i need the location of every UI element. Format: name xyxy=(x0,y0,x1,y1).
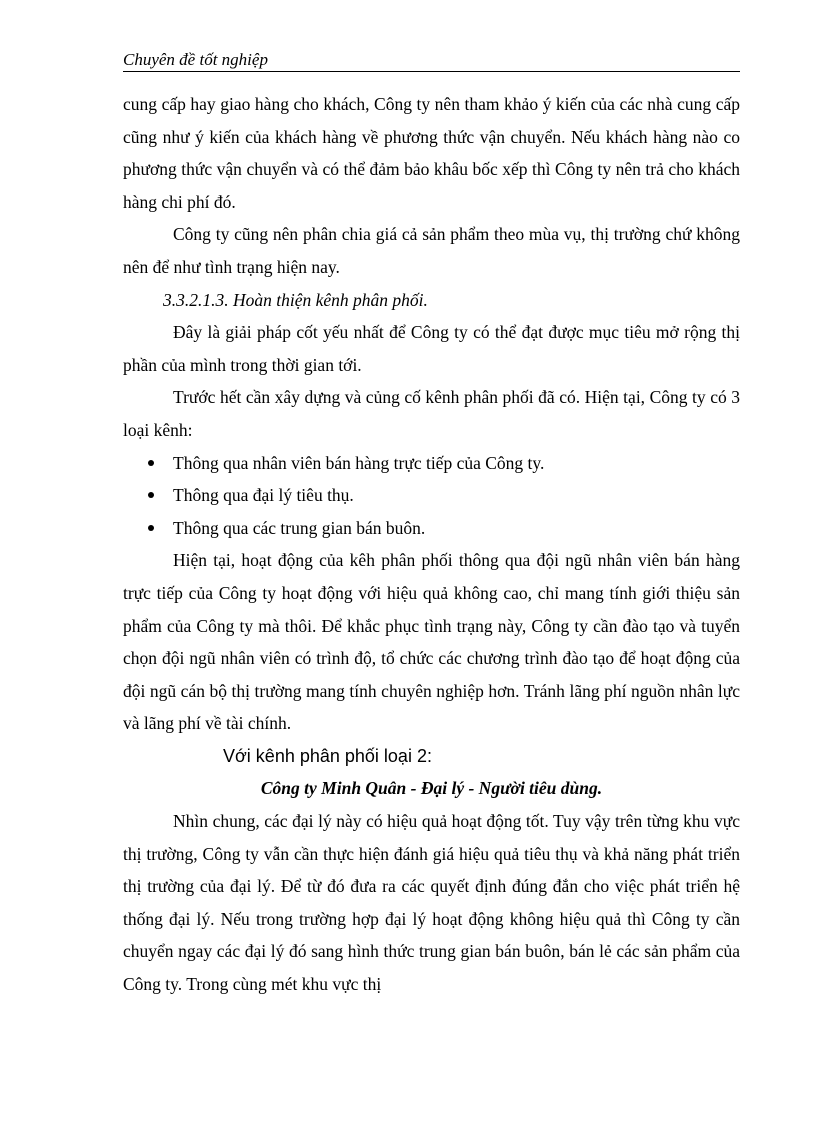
paragraph: cung cấp hay giao hàng cho khách, Công ty nên tham khảo ý kiến của các nhà cung cấp cũng như ý kiến của khách hàng về phương thức vận chuyển. Nếu khách hàng nào co phương thức vận chuyển và có thể đảm bảo khâu bốc xếp thì Công ty nên trả cho khách hàng chi phí đó. xyxy=(123,94,740,212)
paragraph: Công ty cũng nên phân chia giá cả sản phẩm theo mùa vụ, thị trường chứ không nên để như tình trạng hiện nay. xyxy=(123,224,740,277)
bullet-icon xyxy=(148,492,154,498)
list-item-text: Thông qua đại lý tiêu thụ. xyxy=(173,485,354,506)
section-heading: 3.3.2.1.3. Hoàn thiện kênh phân phối. xyxy=(163,289,428,310)
paragraph: Hiện tại, hoạt động của kêh phân phối thông qua đội ngũ nhân viên bán hàng trực tiếp của Công ty hoạt động với hiệu quả không cao, chỉ mang tính giới thiệu sản phẩm của Công ty mà thôi. Để khắc phục tình trạng này, Công ty cần đào tạo và tuyển chọn đội ngũ nhân viên có trình độ, tổ chức các chương trình đào tạo để hoạt động của đội ngũ cán bộ thị trường mang tính chuyên nghiệp hơn. Tránh lãng phí nguồn nhân lực và lãng phí về tài chính. xyxy=(123,550,740,734)
paragraph: Nhìn chung, các đại lý này có hiệu quả hoạt động tốt. Tuy vậy trên từng khu vực thị trường, Công ty vẫn cần thực hiện đánh giá hiệu quả tiêu thụ và khả năng phát triển thị trường của đại lý. Để từ đó đưa ra các quyết định đúng đắn cho việc phát triển hệ thống đại lý. Nếu trong trường hợp đại lý hoạt động không hiệu quả thì Công ty cần chuyển ngay các đại lý đó sang hình thức trung gian bán buôn, bán lẻ các sản phẩm của Công ty. Trong cùng mét khu vực thị xyxy=(123,811,740,995)
list-item-text: Thông qua nhân viên bán hàng trực tiếp của Công ty. xyxy=(173,452,545,473)
paragraph: Đây là giải pháp cốt yếu nhất để Công ty có thể đạt được mục tiêu mở rộng thị phần của mình trong thời gian tới. xyxy=(123,322,740,375)
bullet-list xyxy=(123,447,740,545)
bullet-icon xyxy=(148,460,154,466)
list-item xyxy=(123,512,740,545)
list-item xyxy=(123,447,740,480)
list-item xyxy=(123,479,740,512)
list-item-text: Thông qua các trung gian bán buôn. xyxy=(173,517,426,538)
channel-label: Với kênh phân phối loại 2: xyxy=(223,745,432,766)
page-header: Chuyên đề tốt nghiệp xyxy=(123,50,740,72)
bullet-icon xyxy=(148,525,154,531)
paragraph: Trước hết cần xây dựng và củng cố kênh phân phối đã có. Hiện tại, Công ty có 3 loại kênh: xyxy=(123,387,740,440)
page-content xyxy=(123,88,740,1001)
channel-formula: Công ty Minh Quân - Đại lý - Người tiêu dùng. xyxy=(260,778,603,799)
